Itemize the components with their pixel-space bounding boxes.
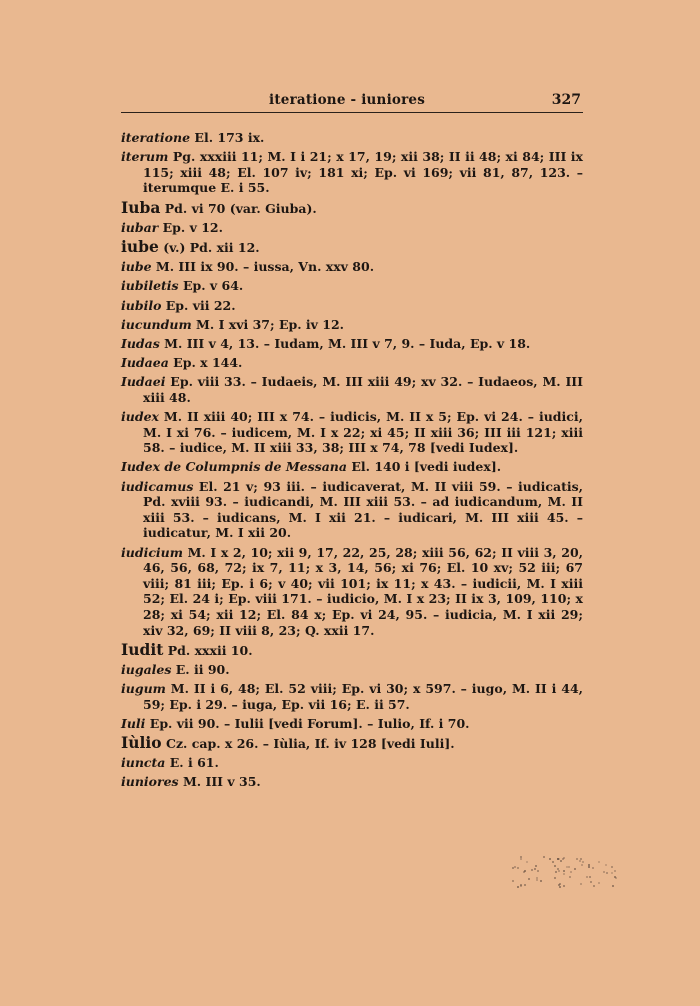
dictionary-entry [121, 545, 583, 639]
entry-citations: M. I xvi 37; Ep. iv 12. [191, 316, 345, 332]
entry-citations: M. II xiii 40; III x 74. – iudicis, M. II x 5; Ep. vi 24. – iudici, M. I xi 76. – iudicem, M. I x 22; xi 45; II xiii 36; III iii 121; xiii 58. – iudice, M. II xiii 33, 38; III x 74, 78 [vedi Iudex]. [143, 409, 583, 456]
entry-headword: iuniores [121, 774, 179, 790]
stamp-dot [581, 864, 583, 866]
stamp-dot [537, 870, 539, 872]
stamp-dot [579, 860, 581, 862]
stamp-dot [536, 879, 538, 881]
entry-list [121, 130, 583, 794]
stamp-dot [535, 865, 537, 867]
entry-citations: Cz. cap. x 26. – Iùlia, If. iv 128 [vedi Iuli]. [161, 736, 455, 752]
entry-headword: iube [121, 259, 152, 275]
entry-headword: iudicamus [121, 478, 194, 494]
entry-citations: Pd. xxxii 10. [163, 642, 253, 658]
stamp-dot [559, 886, 561, 888]
entry-headword: Iudex de Columpnis de Messana [121, 459, 347, 475]
stamp-dot [540, 880, 542, 882]
dictionary-entry [121, 298, 583, 314]
stamp-dot [598, 861, 600, 863]
running-head: iteratione - iuniores [269, 92, 425, 108]
entry-citations: Pd. vi 70 (var. Giuba). [160, 200, 317, 216]
entry-headword: Iudaea [121, 355, 169, 371]
entry-citations: M. III v 35. [178, 774, 261, 790]
entry-headword: iube [121, 236, 159, 256]
entry-headword: Iudit [121, 639, 164, 659]
stamp-dot [612, 885, 614, 887]
stamp-dot [558, 870, 560, 872]
page-number: 327 [551, 92, 581, 108]
stamp-dot [582, 861, 584, 863]
stamp-dot [574, 868, 576, 870]
stamp-dot [557, 868, 559, 870]
stamp-dot [615, 877, 617, 879]
dictionary-entry [121, 374, 583, 405]
stamp-dot [526, 861, 528, 863]
stamp-dot [520, 858, 522, 860]
stamp-dot [603, 871, 605, 873]
dictionary-entry [121, 236, 583, 256]
stamp-dot [531, 869, 533, 871]
dictionary-entry [121, 662, 583, 678]
stamp-dot [586, 876, 588, 878]
stamp-dot [560, 860, 562, 862]
entry-headword: iudex [121, 409, 159, 425]
dictionary-entry [121, 755, 583, 771]
stamp-dot [512, 880, 514, 882]
entry-citations: Ep. vii 90. – Iulii [vedi Forum]. – Iulio, If. i 70. [145, 715, 470, 731]
stamp-dot [606, 872, 608, 874]
entry-citations: Ep. x 144. [168, 355, 243, 371]
dictionary-entry [121, 639, 583, 659]
stamp-dot [598, 882, 600, 884]
stamp-dot [580, 883, 582, 885]
stamp-dot [512, 867, 514, 869]
dictionary-entry [121, 259, 583, 275]
stamp-dot [568, 866, 570, 868]
stamp-dot [514, 866, 516, 868]
stamp-dot [517, 886, 519, 888]
entry-headword: Iùlio [121, 733, 162, 753]
entry-citations: Ep. v 12. [158, 219, 223, 235]
stamp-dot [524, 884, 526, 886]
entry-headword: Iuli [121, 715, 146, 731]
entry-citations: Ep. v 64. [178, 278, 244, 294]
stamp-dot [569, 876, 571, 878]
stamp-dot [528, 878, 530, 880]
dictionary-entry [121, 149, 583, 196]
entry-headword: iubar [121, 219, 159, 235]
entry-citations: El. 21 v; 93 iii. – iudicaverat, M. II viii 59. – iudicatis, Pd. xviii 93. – iudicandi, M. III xiii 53. – ad iudicandum, M. II xiii 53. – iudicans, M. I xii 21. – iudicari, M. III xiii 45. – iudicatur, M. I xii 20. [143, 478, 583, 541]
entry-headword: iteratione [121, 130, 191, 145]
stamp-dot [566, 866, 568, 868]
dictionary-entry [121, 317, 583, 333]
page-header [121, 90, 583, 113]
stamp-dot [554, 877, 556, 879]
library-stamp [512, 856, 620, 892]
dictionary-entry [121, 355, 583, 371]
stamp-dot [563, 870, 565, 872]
dictionary-entry [121, 278, 583, 294]
stamp-dot [549, 858, 551, 860]
entry-headword: Iudaei [121, 374, 166, 390]
dictionary-entry [121, 479, 583, 541]
entry-headword: Iudas [121, 335, 160, 351]
stamp-dot [534, 868, 536, 870]
entry-citations: El. 173 ix. [190, 130, 265, 145]
entry-citations: E. i 61. [165, 755, 219, 771]
stamp-dot [543, 856, 545, 858]
entry-headword: iubiletis [121, 278, 179, 294]
dictionary-entry [121, 716, 583, 732]
entry-headword: iugales [121, 661, 172, 677]
stamp-dot [588, 866, 590, 868]
entry-citations: (v.) Pd. xii 12. [158, 239, 260, 255]
stamp-dot [523, 871, 525, 873]
stamp-dot [611, 872, 613, 874]
stamp-dot [593, 885, 595, 887]
stamp-dot [563, 885, 565, 887]
dictionary-entry [121, 130, 583, 146]
stamp-dot [605, 864, 607, 866]
entry-citations: E. ii 90. [171, 661, 230, 677]
entry-headword: iubilo [121, 297, 162, 313]
dictionary-entry [121, 459, 583, 475]
entry-headword: Iuba [121, 197, 161, 217]
entry-headword: iugum [121, 681, 166, 697]
entry-citations: M. II i 6, 48; El. 52 viii; Ep. vi 30; x 597. – iugo, M. II i 44, 59; Ep. i 29. – iuga, Ep. vii 16; E. ii 57. [143, 681, 583, 712]
stamp-dot [520, 885, 522, 887]
stamp-dot [558, 884, 560, 886]
stamp-dot [611, 866, 613, 868]
dictionary-entry [121, 197, 583, 217]
stamp-dot [563, 873, 565, 875]
dictionary-entry [121, 681, 583, 712]
entry-citations: M. I x 2, 10; xii 9, 17, 22, 25, 28; xiii 56, 62; II viii 3, 20, 46, 56, 68, 72; ix 7, 11; x 3, 14, 56; xi 76; El. 10 xv; 52 iii; 67 viii; 81 iii; Ep. i 6; v 40; vii 101; ix 11; x 43. – iudicii, M. I xiii 52; El. 24 i; Ep. viii 171. – iudicio, M. I x 23; II ix 3, 109, 110; x 28; xi 54; xii 12; El. 84 x; Ep. vi 24, 95. – iudicia, M. I xii 29; xiv 32, 69; II viii 8, 23; Q. xxii 17. [143, 544, 583, 638]
stamp-dot [552, 861, 554, 863]
entry-citations: M. III ix 90. – iussa, Vn. xxv 80. [151, 259, 375, 275]
dictionary-entry [121, 774, 583, 790]
dictionary-entry [121, 409, 583, 456]
entry-headword: iucundum [121, 316, 192, 332]
entry-citations: M. III v 4, 13. – Iudam, M. III v 7, 9. – Iuda, Ep. v 18. [159, 335, 531, 351]
entry-headword: iudicium [121, 544, 183, 560]
stamp-dot [576, 858, 578, 860]
stamp-dot [589, 876, 591, 878]
stamp-dot [570, 871, 572, 873]
stamp-dot [555, 871, 557, 873]
entry-citations: Ep. viii 33. – Iudaeis, M. III xiii 49; xv 32. – Iudaeos, M. III xiii 48. [143, 374, 583, 405]
stamp-dot [557, 858, 559, 860]
entry-headword: iterum [121, 149, 169, 165]
stamp-dot [562, 858, 564, 860]
entry-citations: El. 140 i [vedi iudex]. [347, 459, 502, 475]
entry-headword: iuncta [121, 755, 166, 771]
dictionary-entry [121, 336, 583, 352]
stamp-dot [592, 867, 594, 869]
dictionary-entry [121, 735, 583, 752]
entry-citations: Ep. vii 22. [161, 297, 236, 313]
stamp-dot [554, 865, 556, 867]
entry-citations: Pg. xxxiii 11; M. I i 21; x 17, 19; xii 38; II ii 48; xi 84; III ix 115; xiii 48; El. 107 iv; 181 xi; Ep. vi 169; vii 81, 87, 123. – iterumque E. i 55. [143, 149, 583, 196]
dictionary-entry [121, 220, 583, 236]
stamp-dot [590, 881, 592, 883]
stamp-dot [517, 867, 519, 869]
stamp-dot [614, 870, 616, 872]
